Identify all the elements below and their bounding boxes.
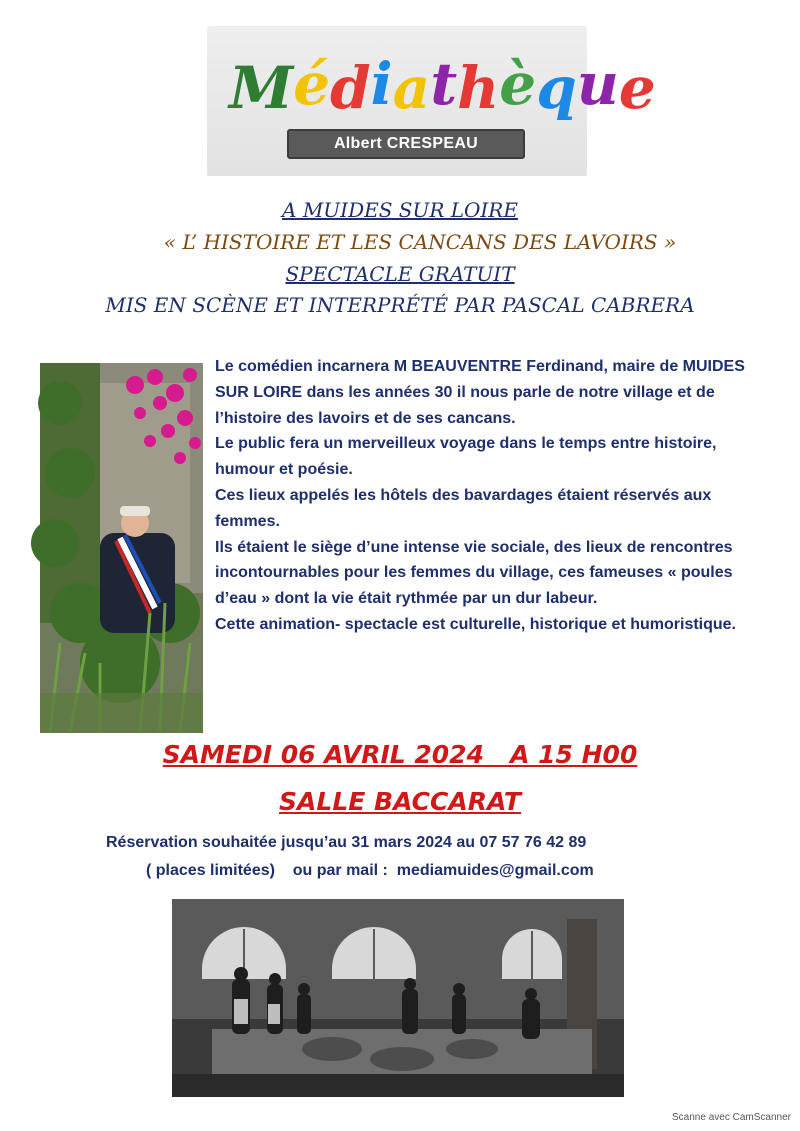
heading-location: A MUIDES SUR LOIRE: [282, 198, 518, 222]
mediatheque-logo: [207, 26, 656, 176]
logo-letter: h: [457, 54, 500, 122]
logo-title: [227, 50, 656, 122]
actor-photo: [40, 363, 203, 733]
paragraph-animation: Cette animation- spectacle est culturelle, historique et humoristique.: [215, 615, 736, 633]
scanner-footer: Scanne avec CamScanner: [672, 1112, 791, 1123]
logo-letter: M: [229, 54, 294, 122]
logo-letter: è: [499, 50, 537, 118]
reservation-phone: Réservation souhaitée jusqu’au 31 mars 2024 au 07 57 76 42 89: [106, 834, 587, 851]
paragraph-social-life: Ils étaient le siège d’une intense vie sociale, des lieux de rencontres incontournables pour les femmes du village, ces fameuses « poules d’eau » dont la vie était rythmée par un dur labeur.: [215, 538, 733, 608]
logo-letter: t: [430, 50, 458, 118]
paragraph-journey: Le public fera un merveilleux voyage dans le temps entre histoire, humour et poésie.: [215, 435, 717, 479]
logo-letter: i: [370, 50, 393, 118]
paragraph-actor: Le comédien incarnera M BEAUVENTRE Ferdinand, maire de MUIDES SUR LOIRE dans les années 30 il nous parle de notre village et de l’histoire des lavoirs et de ses cancans.: [215, 358, 745, 427]
event-place: SALLE BACCARAT: [279, 787, 521, 816]
logo-letter: u: [576, 50, 619, 118]
description-text: [215, 354, 765, 638]
logo-letter: q: [536, 54, 577, 122]
logo-letter: é: [293, 50, 331, 118]
heading-title: « L’ HISTOIRE ET LES CANCANS DES LAVOIRS »: [163, 230, 677, 254]
logo-letter: a: [392, 54, 431, 122]
reservation-email: ( places limitées) ou par mail : mediamuides@gmail.com: [146, 862, 594, 879]
logo-subtitle: Albert CRESPEAU: [287, 129, 525, 159]
lavoir-historic-photo: [172, 899, 624, 1097]
logo-wordmark: [207, 26, 656, 131]
paragraph-places: Ces lieux appelés les hôtels des bavardages étaient réservés aux femmes.: [215, 486, 712, 530]
event-date: SAMEDI 06 AVRIL 2024 A 15 H00: [162, 740, 638, 769]
logo-letter: e: [618, 54, 656, 122]
logo-letter: d: [330, 54, 371, 122]
heading-director: MIS EN SCÈNE ET INTERPRÉTÉ PAR PASCAL CABRERA: [105, 293, 695, 317]
heading-free-show: SPECTACLE GRATUIT: [285, 262, 515, 286]
